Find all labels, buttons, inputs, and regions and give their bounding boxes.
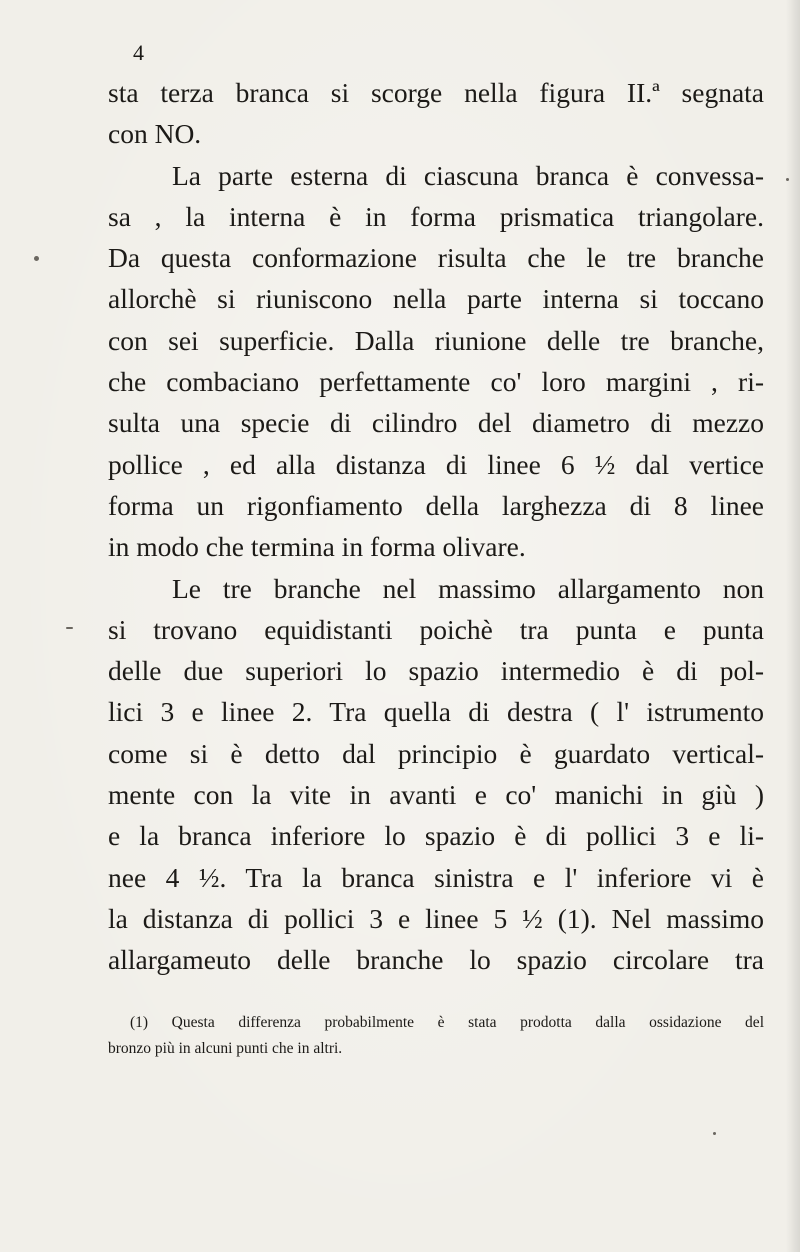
text-line: lici 3 e linee 2. Tra quella di destra ( l' istrumento (108, 696, 764, 728)
text-line: allargameuto delle branche lo spazio circolare tra (108, 944, 764, 976)
text-line: sulta una specie di cilindro del diametro di mezzo (108, 407, 764, 439)
footnote-line: (1) Questa differenza probabilmente è stata prodotta dalla ossidazione del (130, 1014, 764, 1031)
text-line: con sei superficie. Dalla riunione delle tre branche, (108, 324, 764, 356)
text-line: si trovano equidistanti poichè tra punta e punta (108, 613, 764, 645)
text-line: pollice , ed alla distanza di linee 6 ½ dal vertice (108, 448, 764, 480)
footnote-line: bronzo più in alcuni punti che in altri. (108, 1040, 343, 1057)
text-line: La parte esterna di ciascuna branca è convessa- (172, 159, 764, 191)
text-line: Da questa conformazione risulta che le tre branche (108, 242, 764, 274)
text-line: delle due superiori lo spazio intermedio è di pol- (108, 655, 764, 687)
text-line: sa , la interna è in forma prismatica triangolare. (108, 200, 764, 232)
footnote (108, 1010, 764, 1062)
text-line: Le tre branche nel massimo allargamento non (172, 572, 764, 604)
text-line: la distanza di pollici 3 e linee 5 ½ (1). Nel massimo (108, 902, 764, 934)
body-text (108, 72, 764, 981)
text-line: con NO. (108, 118, 202, 150)
ink-speck (713, 1132, 716, 1135)
text-line: sta terza branca si scorge nella figura II.ª segnata (108, 77, 764, 108)
ink-speck (786, 178, 789, 181)
ink-speck (66, 627, 73, 629)
page-number: 4 (133, 40, 144, 65)
text-line: nee 4 ½. Tra la branca sinistra e l' inferiore vi è (108, 861, 764, 893)
page-edge-shadow (786, 0, 800, 1252)
text-line: come si è detto dal principio è guardato vertical- (108, 737, 764, 769)
text-line: e la branca inferiore lo spazio è di pollici 3 e li- (108, 820, 764, 852)
text-line: in modo che termina in forma olivare. (108, 531, 526, 563)
text-line: mente con la vite in avanti e co' manichi in giù ) (108, 779, 764, 811)
text-line: che combaciano perfettamente co' loro margini , ri- (108, 366, 764, 398)
text-line: forma un rigonfiamento della larghezza di 8 linee (108, 489, 764, 521)
ink-speck (34, 256, 39, 261)
text-line: allorchè si riuniscono nella parte interna si toccano (108, 283, 764, 315)
